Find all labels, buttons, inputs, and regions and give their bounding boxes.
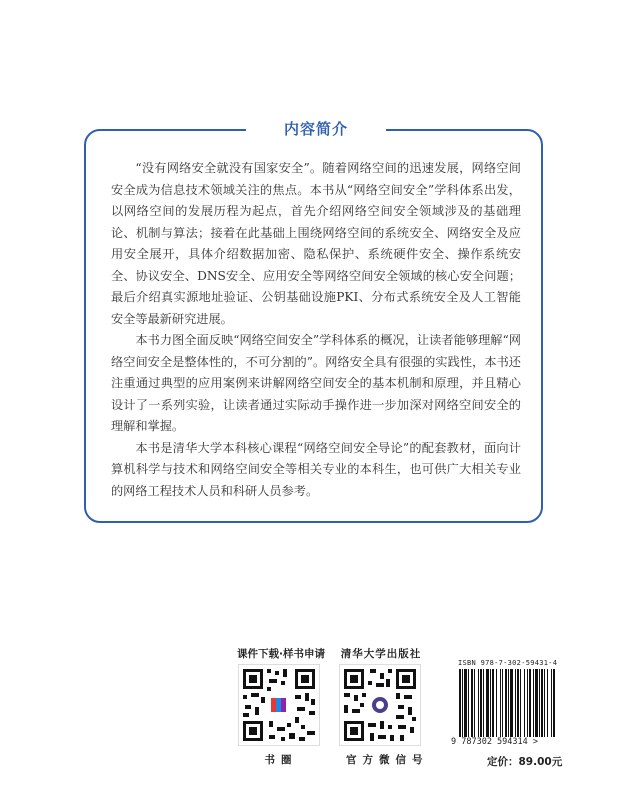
barcode-bar (533, 669, 534, 737)
qr-left-icon (239, 665, 319, 745)
barcode-bar (553, 669, 555, 737)
qr-code-left[interactable] (238, 664, 320, 746)
barcode-bar (490, 669, 491, 737)
barcode-bar (486, 669, 489, 737)
barcode (459, 669, 577, 737)
qr-right-sublabel: 官方微信号 (346, 754, 429, 766)
barcode-bar (517, 669, 519, 737)
price: 定价：89.00元 (487, 756, 563, 768)
barcode-bar (480, 669, 482, 737)
barcode-bar (468, 669, 469, 737)
qr-left-sublabel: 书圈 (264, 754, 298, 766)
intro-body (111, 158, 521, 502)
barcode-bar (502, 669, 503, 737)
barcode-bar (464, 669, 467, 737)
barcode-bar (471, 669, 473, 737)
qr-code-right[interactable] (339, 664, 421, 746)
barcode-bar (547, 669, 548, 737)
barcode-bar (478, 669, 479, 737)
isbn-label: ISBN 978-7-302-59431-4 (458, 659, 558, 667)
barcode-bar (459, 669, 461, 737)
barcode-digits: 9 787302 594314 > (451, 737, 538, 747)
qr-right-icon (340, 665, 420, 745)
barcode-bar (492, 669, 494, 737)
intro-paragraph: 本书力图全面反映“网络空间安全”学科体系的概况，让读者能够理解“网络空间安全是整体性的，不可分割的”。网络安全具有很强的实践性，本书还注重通过典型的应用案例来讲解网络空间安全的基本机制和原理，并且精心设计了一系列实验，让读者通过实际动手操作进一步加深对网络空间安全的理解和掌握。 (111, 333, 521, 433)
barcode-bar (483, 669, 484, 737)
barcode-bar (500, 669, 501, 737)
barcode-bar (527, 669, 528, 737)
intro-title: 内容简介 (246, 116, 386, 142)
barcode-bar (510, 669, 513, 737)
barcode-bar (544, 669, 545, 737)
barcode-bar (515, 669, 516, 737)
barcode-bar (551, 669, 552, 737)
barcode-bar (508, 669, 509, 737)
barcode-bar (541, 669, 543, 737)
barcode-bar (529, 669, 531, 737)
barcode-bar (539, 669, 540, 737)
qr-right-caption: 清华大学出版社 (340, 648, 422, 660)
qr-left-caption: 课件下载·样书申请 (237, 648, 325, 660)
barcode-bar (520, 669, 521, 737)
barcode-bar (524, 669, 525, 737)
barcode-bar (535, 669, 538, 737)
barcode-bar (496, 669, 497, 737)
barcode-bar (505, 669, 507, 737)
barcode-bar (462, 669, 463, 737)
intro-paragraph: 本书是清华大学本科核心课程“网络空间安全导论”的配套教材，面向计算机科学与技术和网络空间安全等相关专业的本科生，也可供广大相关专业的网络工程技术人员和科研人员参考。 (111, 440, 521, 498)
barcode-bar (474, 669, 475, 737)
intro-paragraph: “没有网络安全就没有国家安全”。随着网络空间的迅速发展，网络空间安全成为信息技术领域关注的焦点。本书从“网络空间安全”学科体系出发，以网络空间的发展历程为起点，首先介绍网络空间安全领域涉及的基础理论、机制与算法；接着在此基础上围绕网络空间的系统安全、网络安全及应用安全展开，具体介绍数据加密、隐私保护、系统硬件安全、操作系统安全、协议安全、DNS安全、应用安全等网络空间安全领域的核心安全问题；最后介绍真实源地址验证、公钥基础设施PKI、分布式系统安全及人工智能安全等最新研究进展。 (111, 161, 521, 326)
